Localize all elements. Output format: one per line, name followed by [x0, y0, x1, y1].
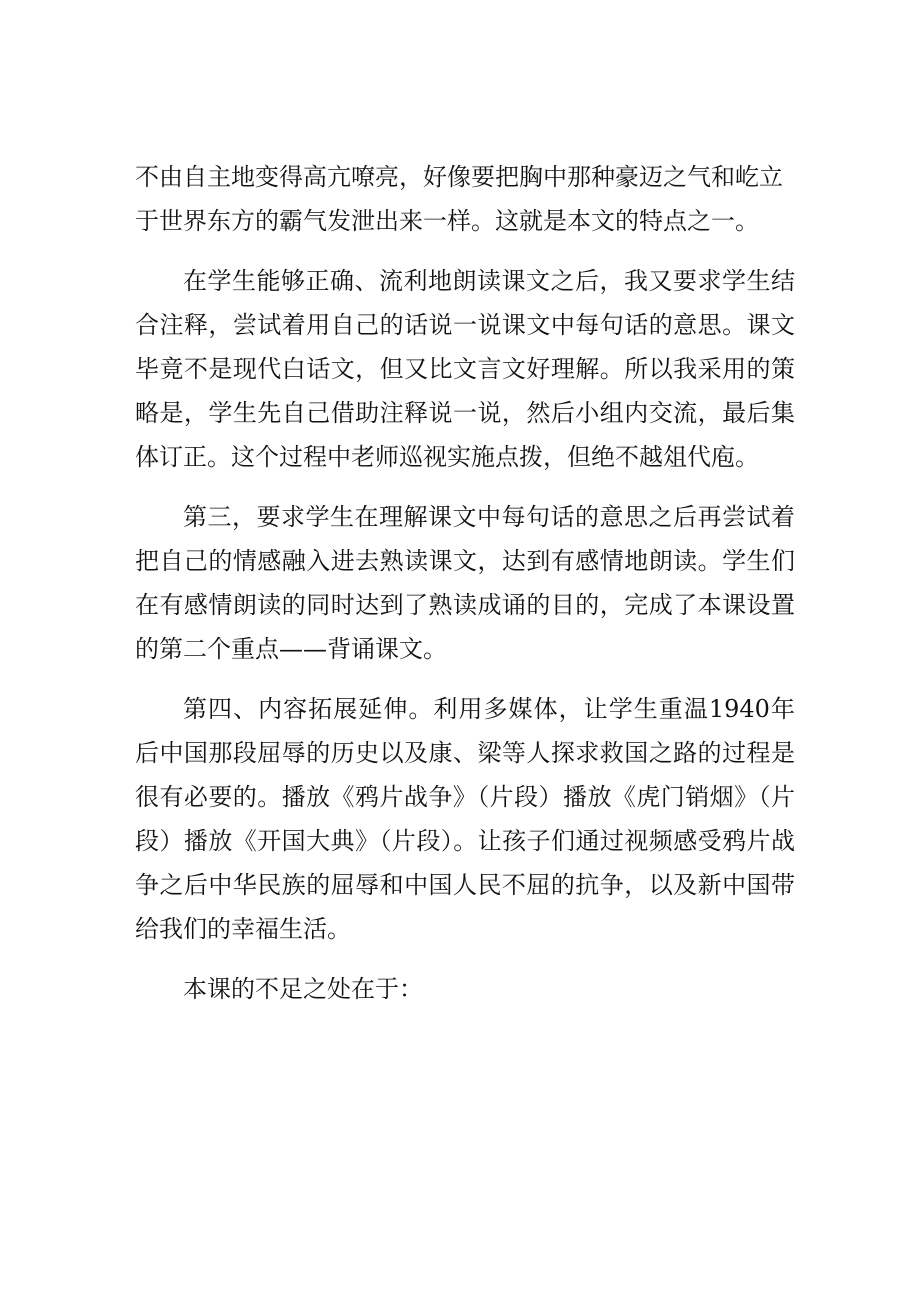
paragraph-shortcomings: 本课的不足之处在于：: [183, 975, 423, 1003]
paragraph-fourth-step: 第四、内容拓展延伸。利用多媒体，让学生重温1940年后中国那段屈辱的历史以及康、梁等人探求救国之路的过程是很有必要的。播放《鸦片战争》（片段）播放《虎门销烟》（片段）播放《开国大典》（片段）。让孩子们通过视频感受鸦片战争之后中华民族的屈辱和中国人民不屈的抗争，以及新中国带给我们的幸福生活。: [135, 695, 795, 943]
paragraph-reading-practice: 在学生能够正确、流利地朗读课文之后，我又要求学生结合注释，尝试着用自己的话说一说课文中每句话的意思。课文毕竟不是现代白话文，但又比文言文好理解。所以我采用的策略是，学生先自己借助注释说一说，然后小组内交流，最后集体订正。这个过程中老师巡视实施点拨，但绝不越俎代庖。: [135, 267, 795, 471]
continuation-line-1: 不由自主地变得高亢嘹亮，好像要把胸中那种豪迈之气和屹立: [135, 163, 783, 191]
continuation-line-2: 于世界东方的霸气发泄出来一样。这就是本文的特点之一。: [135, 207, 759, 235]
document-body: [135, 155, 795, 1027]
continuation-paragraph: [135, 155, 795, 243]
paragraph-third-step: 第三，要求学生在理解课文中每句话的意思之后再尝试着把自己的情感融入进去熟读课文，达到有感情地朗读。学生们在有感情朗读的同时达到了熟读成诵的目的，完成了本课设置的第二个重点——背诵课文。: [135, 503, 795, 663]
